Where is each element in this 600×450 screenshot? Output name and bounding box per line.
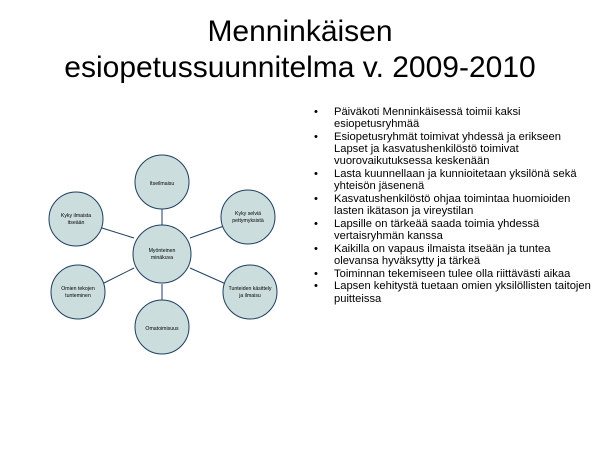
node-left: [51, 265, 105, 319]
center-node-line2: minäkuva: [150, 255, 174, 261]
node-bottom-line1: Omatoimisuus: [145, 326, 179, 332]
bullet-item: • Lapsille on tärkeää saada toimia yhdessä vertaisryhmän kanssa: [314, 218, 594, 242]
connector-left: [102, 268, 134, 284]
center-node: [133, 225, 191, 283]
node-right-line1: Tunteiden käsittely: [228, 286, 272, 292]
bullet-item: • Toiminnan tekemiseen tulee olla riittävästi aikaa: [314, 268, 594, 280]
bullet-item: • Esiopetusryhmät toimivat yhdessä ja erikseen Lapset ja kasvatushenkilöstö toimivat vuorovaikutuksessa keskenään: [314, 131, 594, 168]
node-top-left-line1: Kyky ilmaista: [60, 213, 92, 219]
node-bottom: [135, 300, 189, 354]
slide-title-line1: Menninkäisen: [207, 15, 393, 48]
connector-top-right: [190, 226, 224, 238]
node-top-left: [49, 192, 103, 246]
node-top-right-line2: pettymyksistä: [232, 218, 264, 224]
node-top-line1: Itseilmaisu: [149, 181, 175, 187]
bullet-item: • Päiväkoti Menninkäisessä toimii kaksi esiopetusryhmää: [314, 106, 594, 130]
bullet-list: [314, 106, 594, 305]
node-right: [223, 265, 277, 319]
connector-right: [190, 268, 226, 284]
node-left-line2: tunteminen: [65, 293, 91, 299]
node-top-right: [221, 190, 275, 244]
connector-top-left: [102, 228, 134, 238]
bullet-item: • Kaikilla on vapaus ilmaista itseään ja tuntea olevansa hyväksytty ja tärkeä: [314, 243, 594, 267]
bullet-item: • Kasvatushenkilöstö ohjaa toimintaa huomioiden lasten ikätason ja vireystilan: [314, 193, 594, 217]
node-top-right-line1: Kyky selviä: [235, 211, 261, 217]
node-right-line2: ja ilmaisu: [239, 293, 261, 299]
center-node-line1: Myönteinen: [148, 248, 176, 254]
bullet-item: • Lapsen kehitystä tuetaan omien yksilöllisten taitojen puitteissa: [314, 280, 594, 304]
node-top-left-line2: itseään: [67, 220, 85, 226]
node-top: [135, 155, 189, 209]
slide-title-line2: esiopetussuunnitelma v. 2009-2010: [64, 51, 536, 84]
node-left-line1: Omien tekojen: [61, 286, 95, 292]
bullet-item: • Lasta kuunnellaan ja kunnioitetaan yksilönä sekä yhteisön jäsenenä: [314, 168, 594, 192]
